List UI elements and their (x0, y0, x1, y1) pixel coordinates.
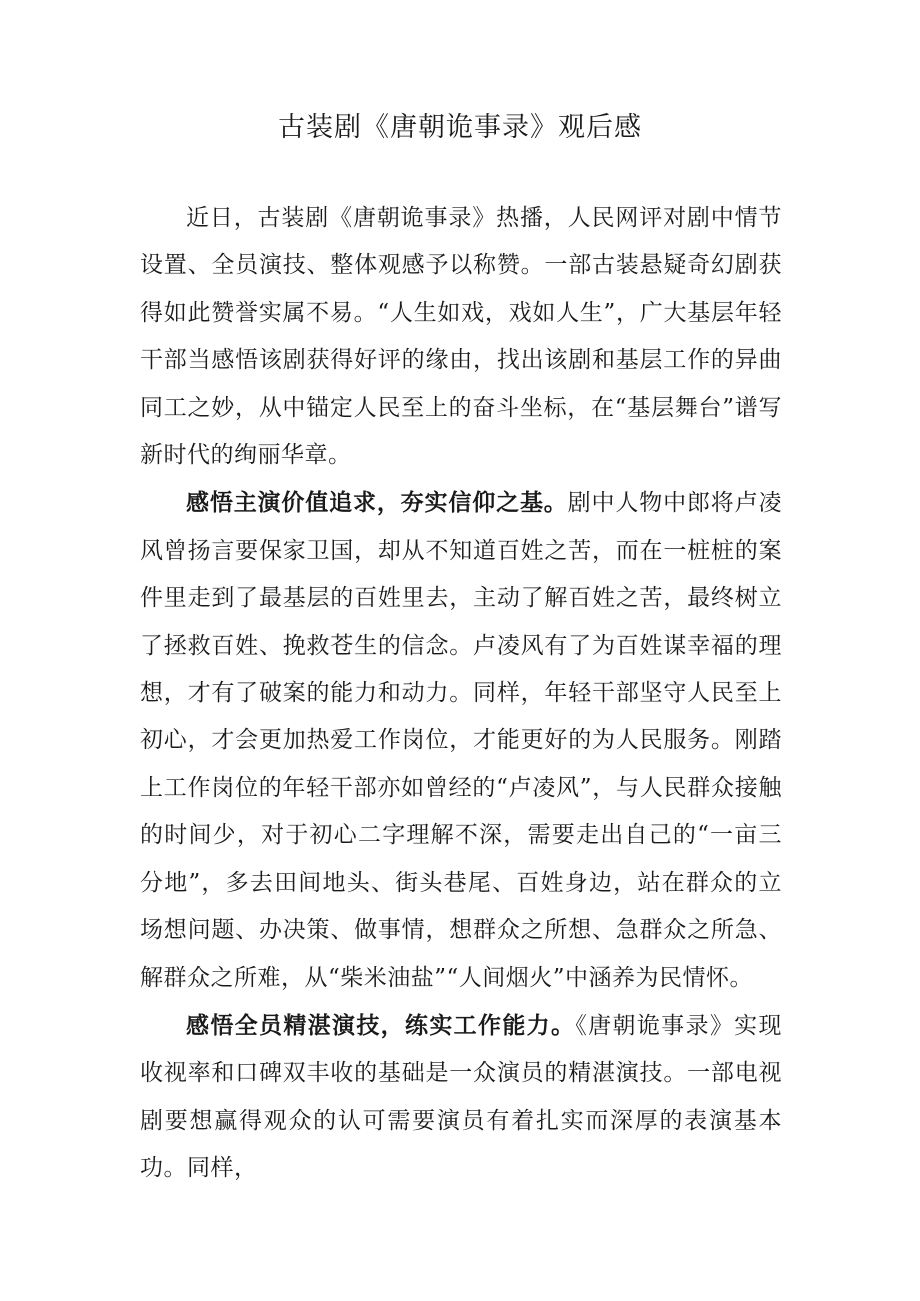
paragraph-heading: 感悟主演价值追求，夯实信仰之基。 (186, 489, 568, 517)
paragraph-skills (140, 1002, 782, 1193)
paragraph-heading: 感悟全员精湛演技，练实工作能力。 (186, 1011, 576, 1039)
document-body (140, 195, 782, 1193)
paragraph-text: 剧中人物中郎将卢凌风曾扬言要保家卫国，却从不知道百姓之苦，而在一桩桩的案件里走到了最基层的百姓里去，主动了解百姓之苦，最终树立了拯救百姓、挽救苍生的信念。卢凌风有了为百姓谋幸福的理想，才有了破案的能力和动力。同样，年轻干部坚守人民至上初心，才会更加热爱工作岗位，才能更好的为人民服务。刚踏上工作岗位的年轻干部亦如曾经的“卢凌风”，与人民群众接触的时间少，对于初心二字理解不深，需要走出自己的“一亩三分地”，多去田间地头、街头巷尾、百姓身边，站在群众的立场想问题、办决策、做事情，想群众之所想、急群众之所急、解群众之所难，从“柴米油盐”“人间烟火”中涵养为民情怀。 (140, 490, 783, 991)
document-title: 古装剧《唐朝诡事录》观后感 (278, 112, 642, 143)
paragraph-text: 近日，古装剧《唐朝诡事录》热播，人民网评对剧中情节设置、全员演技、整体观感予以称赞。一部古装悬疑奇幻剧获得如此赞誉实属不易。“人生如戏，戏如人生”，广大基层年轻干部当感悟该剧获得好评的缘由，找出该剧和基层工作的异曲同工之妙，从中锚定人民至上的奋斗坐标，在“基层舞台”谱写新时代的绚丽华章。 (140, 205, 782, 469)
paragraph-text: 《唐朝诡事录》实现收视率和口碑双丰收的基础是一众演员的精湛演技。一部电视剧要想赢得观众的认可需要演员有着扎实而深厚的表演基本功。同样， (140, 1012, 783, 1182)
paragraph-belief (140, 479, 782, 1001)
paragraph-intro (140, 195, 782, 479)
